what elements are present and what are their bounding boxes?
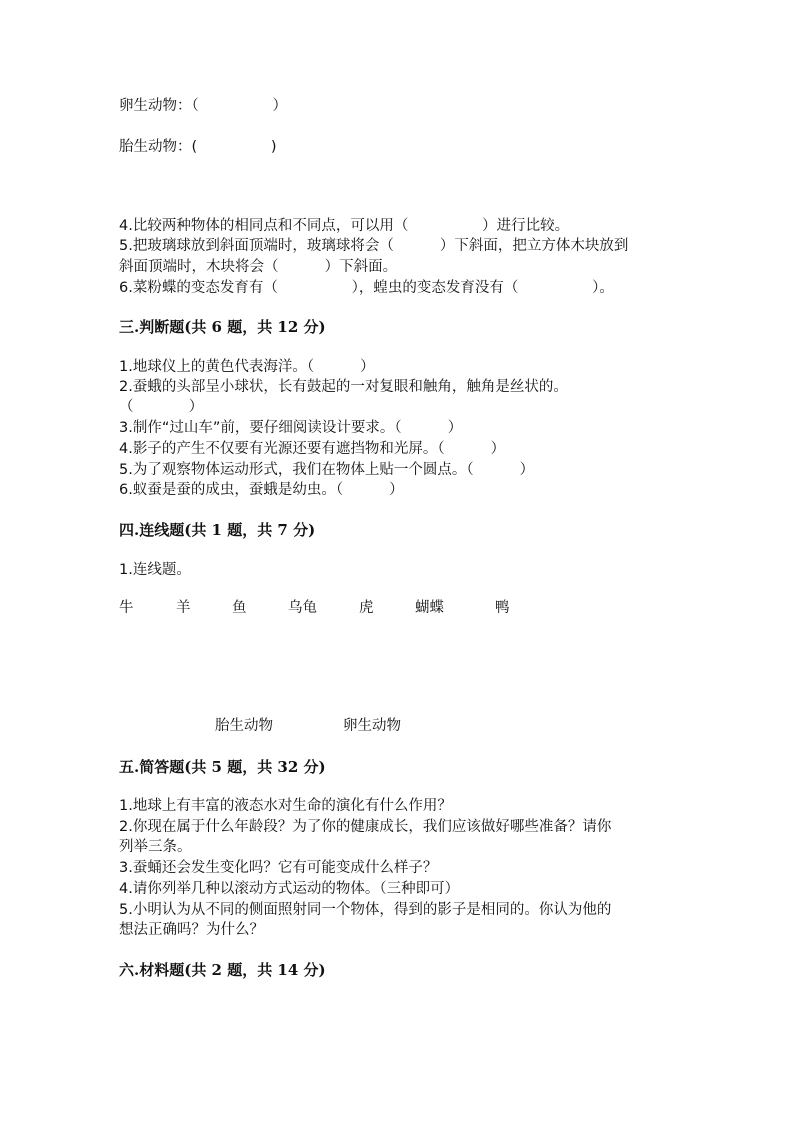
animal-label: 鱼 bbox=[232, 600, 247, 616]
short-answer-question-5-line1: 5.小明认为从不同的侧面照射同一个物体，得到的影子是相同的。你认为他的 bbox=[119, 902, 612, 918]
section-3-heading: 三.判断题(共 6 题，共 12 分) bbox=[119, 318, 326, 336]
group-label-oviparous: 卵生动物 bbox=[343, 718, 401, 734]
animal-label: 乌龟 bbox=[288, 600, 317, 616]
short-answer-question-2-line1: 2.你现在属于什么年龄段？为了你的健康成长，我们应该做好哪些准备？请你 bbox=[119, 819, 612, 835]
judge-question-2-line2: （ ） bbox=[119, 399, 204, 415]
judge-question-4: 4.影子的产生不仅要有光源还要有遮挡物和光屏。（ ） bbox=[119, 441, 506, 457]
fill-question-5-line1: 5.把玻璃球放到斜面顶端时，玻璃球将会（ ）下斜面，把立方体木块放到 bbox=[119, 238, 629, 254]
viviparous-blank: 胎生动物：( ) bbox=[119, 139, 277, 155]
section-4-heading: 四.连线题(共 1 题，共 7 分) bbox=[119, 521, 316, 539]
short-answer-question-3: 3.蚕蛹还会发生变化吗？它有可能变成什么样子？ bbox=[119, 860, 438, 876]
animal-label: 虎 bbox=[359, 600, 374, 616]
judge-question-6: 6.蚁蚕是蚕的成虫，蚕蛾是幼虫。（ ） bbox=[119, 482, 404, 498]
section-6-heading: 六.材料题(共 2 题，共 14 分) bbox=[119, 961, 326, 979]
section-5-heading: 五.简答题(共 5 题，共 32 分) bbox=[119, 758, 326, 776]
short-answer-question-5-line2: 想法正确吗？为什么？ bbox=[119, 922, 264, 938]
judge-question-3: 3.制作“过山车”前，要仔细阅读设计要求。（ ） bbox=[119, 420, 463, 436]
short-answer-question-1: 1.地球上有丰富的液态水对生命的演化有什么作用？ bbox=[119, 798, 452, 814]
short-answer-question-2-line2: 列举三条。 bbox=[119, 839, 192, 855]
animal-label: 鸭 bbox=[495, 600, 510, 616]
judge-question-1: 1.地球仪上的黄色代表海洋。（ ） bbox=[119, 359, 375, 375]
animal-label: 牛 bbox=[119, 600, 134, 616]
fill-question-4: 4.比较两种物体的相同点和不同点，可以用（ ）进行比较。 bbox=[119, 218, 570, 234]
short-answer-question-4: 4.请你列举几种以滚动方式运动的物体。（三种即可） bbox=[119, 881, 460, 897]
matching-question-1: 1.连线题。 bbox=[119, 562, 191, 578]
group-label-viviparous: 胎生动物 bbox=[215, 718, 273, 734]
judge-question-5: 5.为了观察物体运动形式，我们在物体上贴一个圆点。（ ） bbox=[119, 462, 535, 478]
fill-question-6: 6.菜粉蝶的变态发育有（ ），蝗虫的变态发育没有（ ）。 bbox=[119, 280, 614, 296]
judge-question-2-line1: 2.蚕蛾的头部呈小球状，长有鼓起的一对复眼和触角，触角是丝状的。 bbox=[119, 379, 568, 395]
animal-label: 羊 bbox=[176, 600, 191, 616]
animal-label: 蝴蝶 bbox=[415, 600, 444, 616]
fill-question-5-line2: 斜面顶端时，木块将会（ ）下斜面。 bbox=[119, 259, 398, 275]
oviparous-blank: 卵生动物：（ ） bbox=[119, 98, 287, 114]
